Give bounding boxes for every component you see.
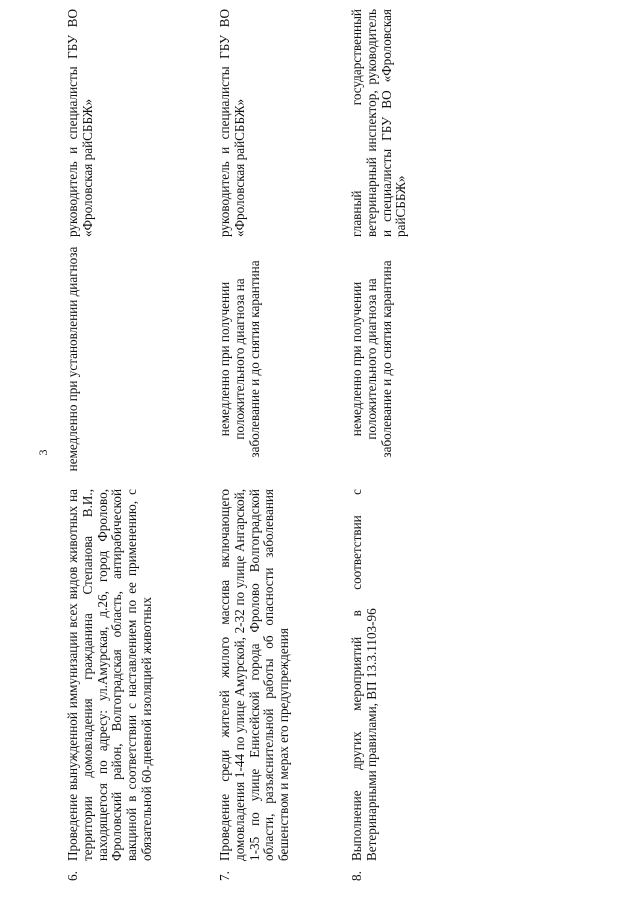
row-number: 8. [349,871,364,881]
row-number: 6. [65,871,80,881]
measure-description: Проведение вынужденной иммунизации всех видов животных на территории домовладения гражданина Степанова В.И., находящегося по адресу: ул.Амурская, д.26, город Фролово, Фроловский район, Волгоградская область, антирабической вакциной в соответствии с наставлением по ее применению, с обязательной 60-дневной изоляцией животных [65,489,154,861]
measure-description: Проведение среди жителей жилого массива включающего домовладения 1-44 по улице Амурской, 2-32 по улице Ангарской, 1-35 по улице Енисейской города Фролово Волгоградской области, разъяснительной работы об опасности заболевания бешенством и мерах его предупреждения [217,489,292,861]
measure-responsible: руководитель и специалисты ГБУ ВО «Фроловская райСББЖ» [65,9,95,237]
measure-responsible: руководитель и специалисты ГБУ ВО «Фроловская райСББЖ» [217,9,247,237]
measure-term: немедленно при получении положительного диагноза на заболевание и до снятия карантина [349,260,394,458]
measure-term: немедленно при установлении диагноза [65,246,80,472]
measure-term: немедленно при получении положительного диагноза на заболевание и до снятия карантина [217,260,262,458]
page-number: 3 [36,449,50,456]
row-number: 7. [217,871,232,881]
measure-responsible: главный государственный ветеринарный инспектор, руководитель и специалисты ГБУ ВО «Фроловская райСББЖ» [349,9,409,237]
measure-description: Выполнение других мероприятий в соответствии с Ветеринарными правилами, ВП 13.3.1103-96 [349,489,379,861]
